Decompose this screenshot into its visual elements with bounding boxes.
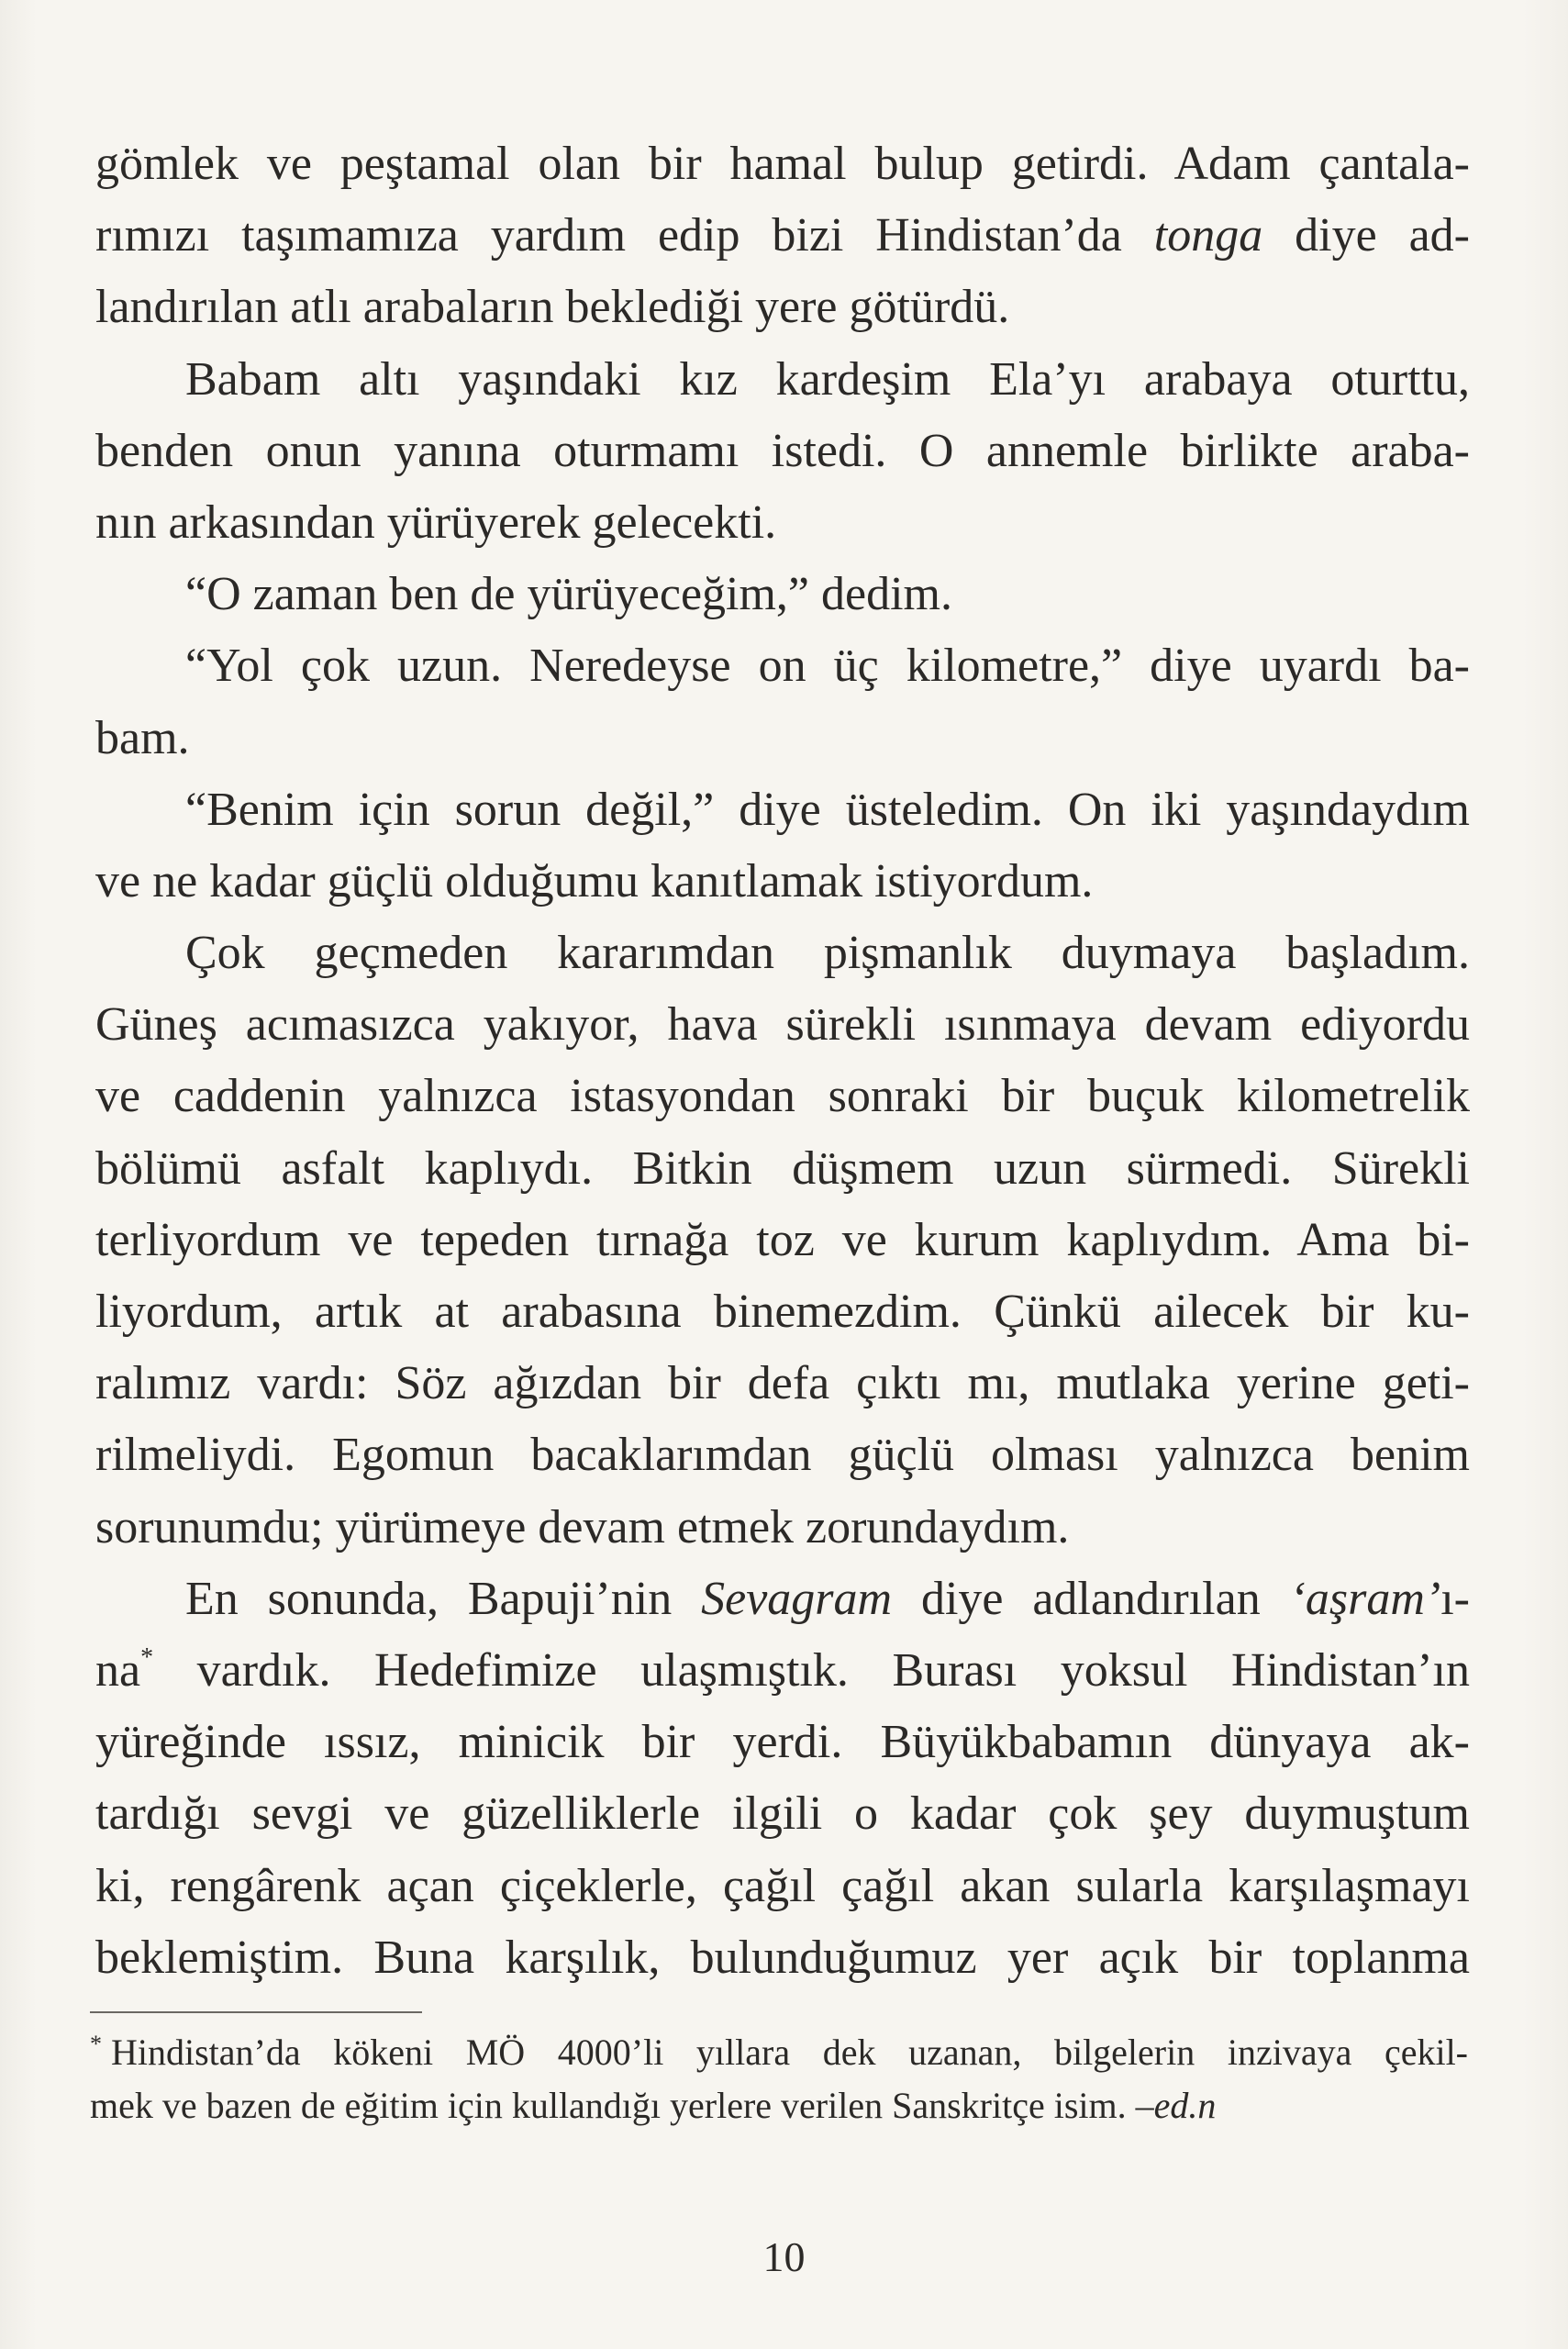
text-line: ki, rengârenk açan çiçeklerle, çağıl çağıl akan sularla karşılaşmayı bbox=[95, 1859, 1470, 1912]
text-line: “Benim için sorun değil,” diye üsteledim. On iki yaşındaydım bbox=[185, 783, 1470, 836]
text-line: En sonunda, Bapuji’nin Sevagram diye adlandırılan ‘aşram’ı- bbox=[185, 1572, 1470, 1625]
italic-term: Sevagram bbox=[701, 1572, 893, 1625]
footnote-reference: * bbox=[140, 1642, 154, 1672]
text-line: liyordum, artık at arabasına binemezdim. Çünkü ailecek bir ku- bbox=[95, 1286, 1470, 1338]
text-line: Babam altı yaşındaki kız kardeşim Ela’yı arabaya oturttu, bbox=[185, 352, 1470, 406]
text-line: nın arkasından yürüyerek gelecekti. bbox=[95, 495, 777, 549]
italic-term: ‘aşram’ bbox=[1289, 1572, 1441, 1625]
body-text bbox=[95, 128, 1470, 1994]
text-line: rilmeliydi. Egomun bacaklarımdan güçlü olması yalnızca benim bbox=[95, 1429, 1470, 1482]
text-line: beklemiştim. Buna karşılık, bulunduğumuz yer açık bir toplanma bbox=[95, 1931, 1470, 1984]
text-line: ve caddenin yalnızca istasyondan sonraki bir buçuk kilometrelik bbox=[95, 1070, 1470, 1123]
footnote-line: mek ve bazen de eğitim için kullandığı yerlere verilen Sanskritçe isim. –ed.n bbox=[90, 2085, 1217, 2126]
editor-note: –ed.n bbox=[1135, 2085, 1217, 2126]
text-line: ve ne kadar güçlü olduğumu kanıtlamak istiyordum. bbox=[95, 854, 1094, 907]
footnote-divider bbox=[90, 2011, 422, 2013]
text-line: na* vardık. Hedefimize ulaşmıştık. Burası yoksul Hindistan’ın bbox=[95, 1642, 1470, 1697]
text-line: yüreğinde ıssız, minicik bir yerdi. Büyükbabamın dünyaya ak- bbox=[95, 1716, 1470, 1769]
footnote-line: * Hindistan’da kökeni MÖ 4000’li yıllara dek uzanan, bilgelerin inzivaya çekil- bbox=[90, 2031, 1468, 2073]
text-line: landırılan atlı arabaların beklediği yere götürdü. bbox=[95, 281, 1010, 334]
text-line: rımızı taşımamıza yardım edip bizi Hindistan’da tonga diye ad- bbox=[95, 209, 1470, 262]
text-line: “O zaman ben de yürüyeceğim,” dedim. bbox=[185, 568, 952, 621]
text-line: terliyordum ve tepeden tırnağa toz ve kurum kaplıydım. Ama bi- bbox=[95, 1213, 1470, 1266]
page-number: 10 bbox=[762, 2233, 806, 2280]
footnote bbox=[90, 2026, 1468, 2132]
text-line: Güneş acımasızca yakıyor, hava sürekli ısınmaya devam ediyordu bbox=[95, 998, 1470, 1052]
footnote-marker: * bbox=[90, 2031, 102, 2057]
text-line: Çok geçmeden kararımdan pişmanlık duymaya başladım. bbox=[185, 927, 1470, 980]
text-line: bam. bbox=[95, 711, 190, 764]
text-line: “Yol çok uzun. Neredeyse on üç kilometre,” diye uyardı ba- bbox=[185, 640, 1470, 693]
italic-term: tonga bbox=[1153, 209, 1263, 262]
text-line: sorunumdu; yürümeye devam etmek zorundaydım. bbox=[95, 1500, 1070, 1553]
text-line: bölümü asfalt kaplıydı. Bitkin düşmem uzun sürmedi. Sürekli bbox=[95, 1141, 1470, 1195]
text-line: gömlek ve peştamal olan bir hamal bulup getirdi. Adam çantala- bbox=[95, 138, 1470, 190]
text-line: ralımız vardı: Söz ağızdan bir defa çıktı mı, mutlaka yerine geti- bbox=[95, 1357, 1470, 1410]
text-line: benden onun yanına oturmamı istedi. O annemle birlikte araba- bbox=[95, 424, 1470, 477]
text-line: tardığı sevgi ve güzelliklerle ilgili o kadar çok şey duymuştum bbox=[95, 1787, 1470, 1841]
